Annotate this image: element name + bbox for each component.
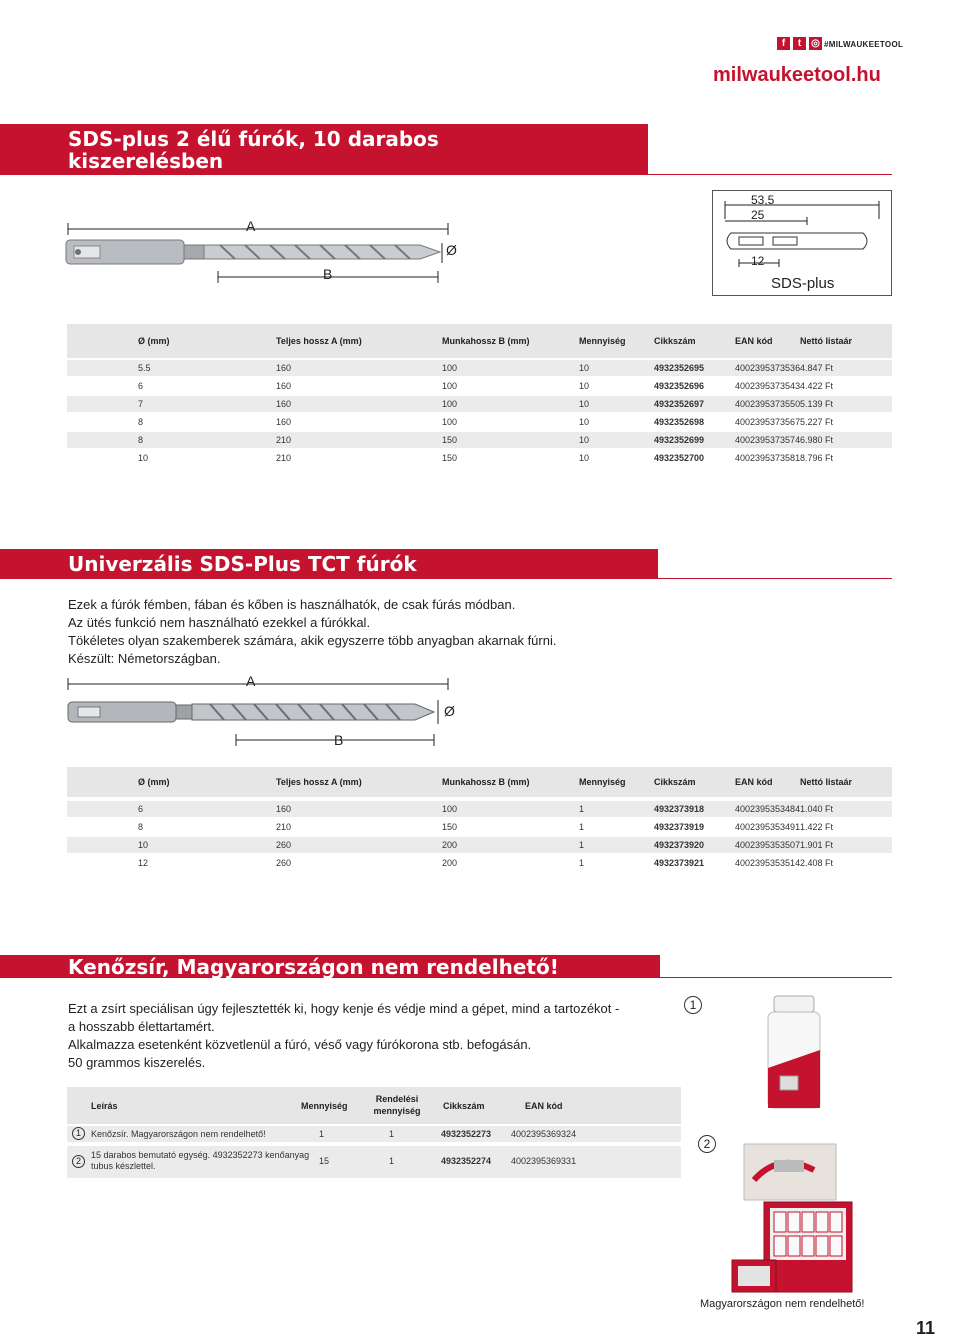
cell-ean: 4002395353491 (735, 822, 801, 832)
cell-code: 4932373921 (654, 858, 705, 868)
col-total-length: Teljes hossz A (mm) (276, 336, 362, 346)
table-row (67, 837, 892, 853)
table-row (67, 819, 892, 835)
dim-a-label: A (246, 673, 256, 689)
cell-diameter: 6 (138, 804, 144, 814)
text-line: Tökéletes olyan szakemberek számára, akik egyszerre több anyagban akarnak fúrni. (68, 633, 557, 648)
grease-tube-image (760, 994, 830, 1114)
cell-diameter: 7 (138, 399, 144, 409)
divider (658, 578, 892, 579)
cell-price: 2.408 Ft (800, 858, 834, 868)
cell-diameter: 5.5 (138, 363, 151, 373)
col-ean: EAN kód (525, 1101, 563, 1111)
cell-price: 8.796 Ft (800, 453, 834, 463)
col-work-length: Munkahossz B (mm) (442, 336, 530, 346)
cell-description-line: tubus készlettel. (91, 1161, 156, 1171)
cell-price: 1.901 Ft (800, 840, 834, 850)
divider (648, 174, 892, 175)
col-order-quantity: Rendelési mennyiség (373, 1094, 421, 1116)
cell-quantity: 10 (579, 399, 590, 409)
table1-header (67, 324, 892, 358)
cell-price: 6.980 Ft (800, 435, 834, 445)
tct-drill-diagram (60, 672, 480, 752)
cell-total-length: 160 (276, 399, 292, 409)
site-link[interactable]: milwaukeetool.hu (713, 64, 881, 86)
shank-dim-3: 12 (751, 254, 765, 268)
section1-title-line2: kiszerelésben (68, 149, 224, 173)
divider (660, 977, 892, 978)
cell-work-length: 100 (442, 399, 458, 409)
table-row (67, 1146, 681, 1178)
cell-work-length: 100 (442, 804, 458, 814)
col-description: Leírás (91, 1101, 118, 1111)
cell-quantity: 15 (319, 1156, 330, 1166)
text-line: Alkalmazza esetenként közvetlenül a fúró, véső vagy fúrókorona stb. befogásán. (68, 1037, 532, 1052)
sds-plus-shank-diagram (712, 190, 892, 296)
cell-ean: 4002395373550 (735, 399, 801, 409)
cell-quantity: 10 (579, 435, 590, 445)
cell-work-length: 200 (442, 858, 458, 868)
cell-description-line: 15 darabos bemutató egység. 4932352273 kenőanyag (91, 1150, 310, 1160)
cell-price: 5.227 Ft (800, 417, 834, 427)
cell-code: 4932352700 (654, 453, 705, 463)
section3-description (68, 1000, 619, 1072)
cell-diameter: 12 (138, 858, 149, 868)
table-row (67, 855, 892, 871)
col-quantity: Mennyiség (301, 1101, 348, 1111)
cell-diameter: 10 (138, 840, 149, 850)
instagram-icon[interactable]: ◎ (809, 37, 822, 50)
cell-ean: 4002395353507 (735, 840, 801, 850)
cell-code: 4932373920 (654, 840, 705, 850)
cell-ean: 4002395369331 (511, 1156, 577, 1166)
cell-ean: 4002395373536 (735, 363, 801, 373)
cell-diameter: 10 (138, 453, 149, 463)
text-line: a hosszabb élettartamért. (68, 1019, 215, 1034)
table2-header (67, 767, 892, 797)
image-number-badge: 1 (684, 996, 702, 1014)
dim-a-label: A (246, 218, 256, 234)
cell-ean: 4002395353514 (735, 858, 801, 868)
shank-name: SDS-plus (771, 275, 835, 292)
table3-header (67, 1087, 681, 1124)
section1-title (0, 124, 648, 175)
dim-diameter-label: Ø (444, 703, 455, 719)
cell-code: 4932352699 (654, 435, 705, 445)
cell-work-length: 100 (442, 381, 458, 391)
cell-ean: 4002395373581 (735, 453, 801, 463)
display-unit-image (724, 1140, 864, 1296)
page-number: 11 (916, 1318, 936, 1338)
item-number-badge: 1 (72, 1127, 85, 1140)
cell-quantity: 1 (579, 858, 585, 868)
table-row (67, 801, 892, 817)
section2-title: Univerzális SDS-Plus TCT fúrók (0, 549, 658, 579)
col-quantity: Mennyiség (579, 777, 626, 787)
cell-total-length: 160 (276, 804, 292, 814)
cell-code: 4932352274 (441, 1156, 492, 1166)
text-line: 50 grammos kiszerelés. (68, 1055, 206, 1070)
cell-total-length: 160 (276, 417, 292, 427)
text-line: Ezt a zsírt speciálisan úgy fejlesztették ki, hogy kenje és védje mind a gépet, mind a tartozékot - (68, 1001, 620, 1016)
col-quantity: Mennyiség (579, 336, 626, 346)
cell-total-length: 260 (276, 858, 292, 868)
col-code: Cikkszám (654, 336, 696, 346)
dim-b-label: B (323, 266, 333, 282)
cell-diameter: 6 (138, 381, 144, 391)
cell-diameter: 8 (138, 822, 144, 832)
cell-work-length: 200 (442, 840, 458, 850)
cell-quantity: 10 (579, 417, 590, 427)
col-ean: EAN kód (735, 777, 773, 787)
image-caption: Magyarországon nem rendelhető! (700, 1298, 865, 1310)
col-code: Cikkszám (443, 1101, 485, 1111)
cell-quantity: 1 (579, 804, 585, 814)
text-line: Készült: Németországban. (68, 651, 221, 666)
table-row (67, 378, 892, 394)
cell-work-length: 100 (442, 417, 458, 427)
shank-dim-1: 53,5 (751, 193, 775, 207)
col-ean: EAN kód (735, 336, 773, 346)
col-diameter: Ø (mm) (138, 336, 170, 346)
cell-price: 1.040 Ft (800, 804, 834, 814)
cell-ean: 4002395353484 (735, 804, 801, 814)
cell-price: 4.422 Ft (800, 381, 834, 391)
cell-quantity: 1 (579, 822, 585, 832)
hashtag: #MILWAUKEETOOL (824, 40, 904, 49)
cell-order-quantity: 1 (389, 1129, 395, 1139)
cell-quantity: 1 (319, 1129, 325, 1139)
twitter-icon[interactable]: t (793, 37, 806, 50)
col-code: Cikkszám (654, 777, 696, 787)
cell-total-length: 160 (276, 363, 292, 373)
section1-title-line1: SDS-plus 2 élű fúrók, 10 darabos (68, 127, 439, 151)
table-row (67, 1126, 681, 1142)
col-total-length: Teljes hossz A (mm) (276, 777, 362, 787)
col-price: Nettó listaár (800, 777, 853, 787)
cell-order-quantity: 1 (389, 1156, 395, 1166)
section3-title: Kenőzsír, Magyarországon nem rendelhető! (0, 955, 660, 978)
cell-price: 1.422 Ft (800, 822, 834, 832)
cell-ean: 4002395369324 (511, 1129, 577, 1139)
cell-quantity: 1 (579, 840, 585, 850)
cell-diameter: 8 (138, 435, 144, 445)
table-row (67, 360, 892, 376)
cell-code: 4932373919 (654, 822, 705, 832)
cell-work-length: 150 (442, 822, 458, 832)
cell-total-length: 210 (276, 822, 292, 832)
image-number-badge: 2 (698, 1135, 716, 1153)
cell-ean: 4002395373543 (735, 381, 801, 391)
cell-total-length: 260 (276, 840, 292, 850)
cell-ean: 4002395373567 (735, 417, 801, 427)
facebook-icon[interactable]: f (777, 37, 790, 50)
table-row (67, 450, 892, 466)
cell-code: 4932352697 (654, 399, 705, 409)
cell-quantity: 10 (579, 363, 590, 373)
section2-description (68, 596, 556, 668)
item-number-badge: 2 (72, 1155, 85, 1168)
cell-code: 4932352695 (654, 363, 705, 373)
cell-description: Kenőzsír. Magyarországon nem rendelhető! (91, 1129, 266, 1139)
social-icons (777, 37, 822, 50)
cell-price: 5.139 Ft (800, 399, 834, 409)
cell-total-length: 210 (276, 453, 292, 463)
col-diameter: Ø (mm) (138, 777, 170, 787)
text-line: Ezek a fúrók fémben, fában és kőben is használhatók, de csak fúrás módban. (68, 597, 516, 612)
shank-dim-2: 25 (751, 208, 765, 222)
cell-total-length: 160 (276, 381, 292, 391)
cell-work-length: 100 (442, 363, 458, 373)
cell-price: 4.847 Ft (800, 363, 834, 373)
dim-diameter-label: Ø (446, 242, 457, 258)
cell-quantity: 10 (579, 381, 590, 391)
table-row (67, 414, 892, 430)
cell-ean: 4002395373574 (735, 435, 801, 445)
col-work-length: Munkahossz B (mm) (442, 777, 530, 787)
cell-description (91, 1150, 309, 1172)
cell-code: 4932352696 (654, 381, 705, 391)
cell-work-length: 150 (442, 453, 458, 463)
cell-code: 4932352273 (441, 1129, 492, 1139)
drill-diagram (60, 215, 480, 290)
text-line: Az ütés funkció nem használható ezekkel a fúrókkal. (68, 615, 371, 630)
table-row (67, 432, 892, 448)
col-price: Nettó listaár (800, 336, 853, 346)
cell-quantity: 10 (579, 453, 590, 463)
cell-code: 4932373918 (654, 804, 705, 814)
table-row (67, 396, 892, 412)
cell-diameter: 8 (138, 417, 144, 427)
cell-total-length: 210 (276, 435, 292, 445)
cell-work-length: 150 (442, 435, 458, 445)
cell-code: 4932352698 (654, 417, 705, 427)
dim-b-label: B (334, 732, 344, 748)
